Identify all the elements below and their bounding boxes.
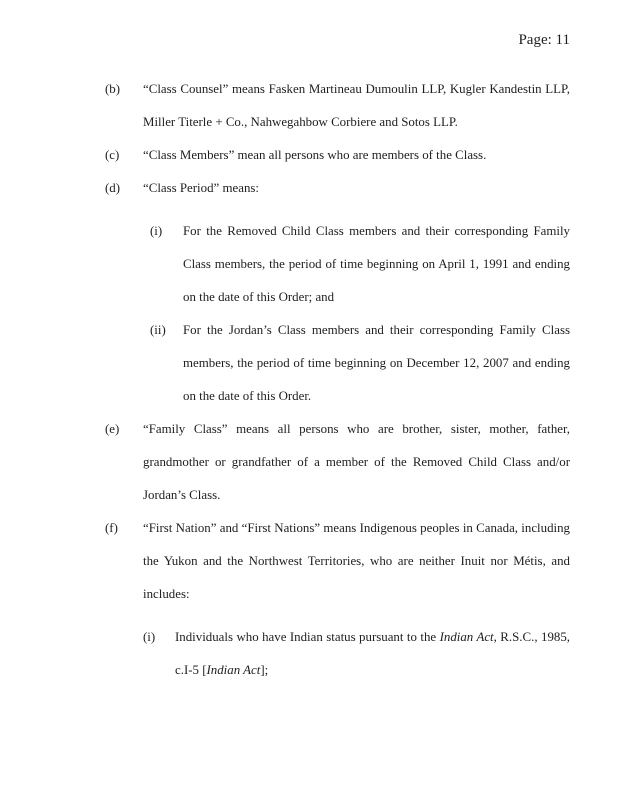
- definition-item-c: [105, 139, 570, 172]
- item-text: “Class Members” mean all persons who are members of the Class.: [143, 148, 487, 162]
- sub-item-text: [175, 621, 570, 687]
- sub-item-label: (i): [143, 630, 156, 644]
- item-label: (e): [105, 422, 120, 436]
- definitions-list: [105, 73, 570, 687]
- page-number: Page: 11: [518, 32, 570, 48]
- sub-item-text: For the Removed Child Class members and their corresponding Family Class members, the period of time beginning on April 1, 1991 and ending on the date of this Order; and: [183, 224, 570, 304]
- text-run: ];: [260, 663, 269, 677]
- text-run: , R.S.C., 1985, c.I-5 [: [175, 630, 570, 677]
- item-label: (b): [105, 82, 121, 96]
- sub-item-f-i: [143, 621, 570, 687]
- definition-item-d: [105, 172, 570, 205]
- item-label: (d): [105, 181, 121, 195]
- text-run-italic: Indian Act: [439, 630, 494, 644]
- text-run: Individuals who have Indian status pursuant to the: [175, 630, 440, 644]
- text-run-italic: Indian Act: [206, 663, 261, 677]
- sub-item-d-ii: [150, 314, 570, 413]
- item-text: “Class Period” means:: [143, 181, 259, 195]
- item-text: “Class Counsel” means Fasken Martineau Dumoulin LLP, Kugler Kandestin LLP, Miller Titerle + Co., Nahwegahbow Corbiere and Sotos LLP.: [143, 82, 570, 129]
- item-label: (c): [105, 148, 120, 162]
- sub-item-d-i: [150, 215, 570, 314]
- definition-item-b: [105, 73, 570, 139]
- item-label: (f): [105, 521, 118, 535]
- sublist-class-period: [143, 215, 570, 413]
- sublist-first-nation: [143, 621, 570, 687]
- item-text: “First Nation” and “First Nations” means Indigenous peoples in Canada, including the Yukon and the Northwest Territories, who are neither Inuit nor Métis, and includes:: [143, 521, 570, 601]
- sub-item-label: (i): [150, 224, 163, 238]
- sub-item-label: (ii): [150, 323, 166, 337]
- definition-item-f: [105, 512, 570, 611]
- item-text: “Family Class” means all persons who are brother, sister, mother, father, grandmother or grandfather of a member of the Removed Child Class and/or Jordan’s Class.: [143, 422, 570, 502]
- sub-item-text: For the Jordan’s Class members and their corresponding Family Class members, the period of time beginning on December 12, 2007 and ending on the date of this Order.: [183, 323, 570, 403]
- definition-item-e: [105, 413, 570, 512]
